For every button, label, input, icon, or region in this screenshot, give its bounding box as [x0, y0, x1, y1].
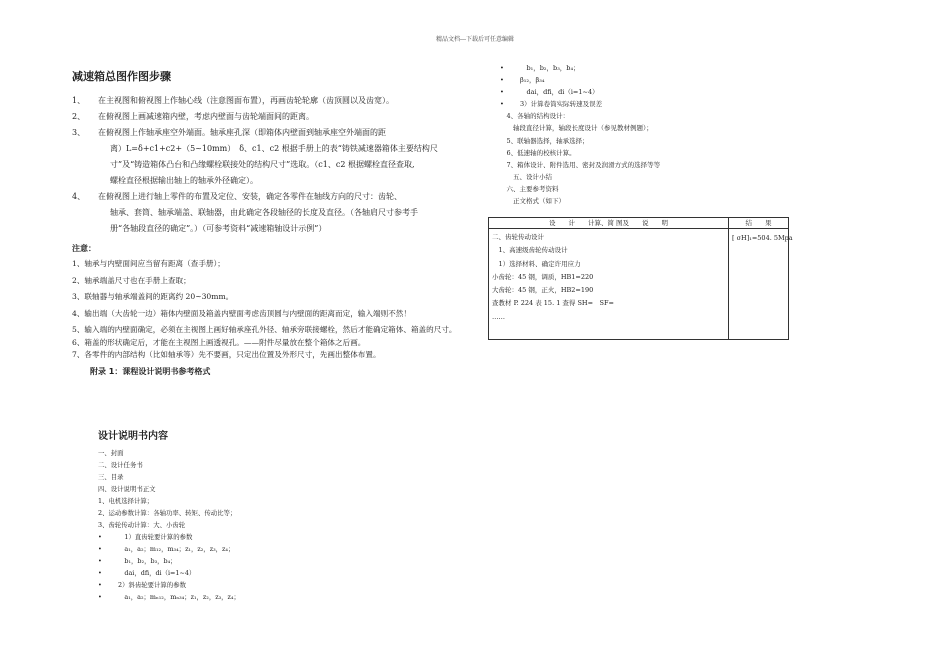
list-item: • 3）计算卷筒实际转速及误差 — [500, 98, 790, 110]
bullet-icon: • — [98, 545, 102, 553]
note-item: 3、联轴器与轴承端盖间的距离约 20~30mm。 — [72, 292, 234, 301]
step-text: 螺栓直径根据输出轴上的轴承外径确定）。 — [110, 176, 258, 185]
list-item: • b₁，b₂，b₃，b₄； — [500, 62, 790, 74]
bullet-icon: • — [98, 581, 102, 589]
list-item: • b₁，b₂，b₃，b₄； — [98, 557, 177, 565]
table-header-result: 结 果 — [745, 219, 772, 227]
table-line: 查教材 P. 224 表 15. 1 查得 SH= SF= — [492, 299, 614, 308]
table-line: 大齿轮：45 钢，正火，HB2=190 — [492, 286, 594, 295]
bullet-icon: • — [500, 76, 504, 85]
list-item: 二、设计任务书 — [98, 461, 143, 469]
header-note: 精品文档---下载后可任意编辑 — [435, 36, 515, 43]
list-item: • a₁，a₂；mₙ₁₂，mₙ₃₄；z₁，z₂，z₃，z₄； — [98, 593, 240, 601]
table-line: 二、齿轮传动设计 — [492, 233, 544, 241]
list-item: 4、各轴的结构设计： — [500, 112, 570, 121]
note-item: 2、轴承端盖尺寸也在手册上查取； — [72, 275, 191, 285]
toc-list — [98, 447, 398, 603]
list-item: 正文格式（如下） — [500, 197, 565, 206]
note-item: 5、输入端的内壁面确定，必须在主视图上画好轴承座孔外径、轴承旁联接螺栓，然后才能确定箱体、箱盖的尺寸。 — [72, 325, 457, 334]
table-line: 小齿轮：45 钢，调质，HB1=220 — [492, 272, 594, 281]
list-item: 6、低速轴的校核计算。 — [500, 148, 576, 157]
step-text: 册“各轴段直径的确定”。）（可参考资料“减速箱轴设计示例”） — [110, 224, 327, 233]
list-item: 一、封面 — [98, 449, 124, 457]
step-text: 在俯视图上作轴承座空外端面。轴承座孔深（即箱体内壁面到轴承座空外端面的距 — [98, 128, 386, 137]
step-number: 2、 — [72, 112, 86, 121]
list-item: 3、齿轮传动计算：大、小齿轮 — [98, 521, 186, 529]
bullet-icon: • — [98, 533, 102, 541]
bullet-icon: • — [98, 593, 102, 601]
list-item: 2、运动参数计算：各轴功率、转矩、传动比等； — [98, 509, 237, 517]
note-item: 1、轴承与内壁面间应当留有距离（查手册）； — [72, 259, 225, 268]
toc-title: 设计说明书内容 — [98, 431, 168, 442]
note-item: 4、输出端（大齿轮一边）箱体内壁面及箱盖内壁面考虑齿顶圆与内壁面的距离而定，输入端则不然！ — [72, 308, 411, 318]
bullet-icon: • — [98, 569, 102, 577]
appendix-heading: 附录 1：课程设计说明书参考格式 — [90, 366, 211, 376]
note-item: 6、箱盖的形状确定后，才能在主视图上画透视孔。——附件尽量放在整个箱体之后画。 — [72, 337, 366, 347]
step-text: 在俯视图上进行轴上零件的布置及定位、安装，确定各零件在轴线方向的尺寸：齿轮、 — [98, 192, 402, 201]
step-item — [72, 125, 472, 189]
list-item: 1、电机选择计算； — [98, 497, 154, 505]
step-text: 在俯视图上画减速箱内壁，考虑内壁面与齿轮端面间的距离。 — [98, 112, 314, 121]
step-number: 3、 — [72, 128, 86, 137]
bullet-icon: • — [500, 64, 504, 72]
step-number: 1、 — [72, 96, 86, 105]
step-item — [72, 189, 472, 237]
list-item: 五、设计小结 — [500, 172, 552, 181]
step-text: 在主视图和俯视图上作轴心线（注意图面布置），再画齿轮轮廓（齿顶圆以及齿宽）。 — [98, 96, 394, 105]
list-item: • 2）斜齿轮要计算的参数 — [98, 581, 186, 589]
table-cell-result: [ σH]₁=504. 5Mpa — [732, 234, 793, 242]
table-header-design: 设 计 计算、简 图及 说 明 — [489, 218, 729, 228]
list-item: • 1）直齿轮要计算的参数 — [98, 533, 193, 541]
list-item: 轴段直径计算，轴段长度设计（参见教材例题）； — [500, 124, 653, 133]
bullet-icon: • — [500, 100, 504, 109]
step-text: 离）L=δ+c1+c2+（5~10mm） δ、c1、c2 根据手册上的表“铸铁减速器箱体主要结构尺 — [110, 144, 438, 153]
bullet-icon: • — [98, 557, 102, 565]
note-item: 7、各零件的内部结构（比如轴承等）先不要画，只定出位置及外形尺寸，先画出整体布置。 — [72, 350, 381, 359]
list-item: 六、主要参考资料 — [500, 184, 559, 193]
list-item: 三、目录 — [98, 473, 124, 481]
list-item: • dai，dfi，di（i=1~4） — [500, 86, 790, 98]
notes-heading: 注意： — [72, 244, 96, 253]
step-text: 寸”及“铸造箱体凸台和凸缘螺栓联接处的结构尺寸”选取。（c1、c2 根据螺栓直径查取, — [110, 160, 415, 169]
step-number: 4、 — [72, 192, 86, 201]
list-item: • β₁₂，β₃₄ — [500, 74, 790, 86]
left-column — [72, 68, 472, 377]
list-item: 7、箱体设计、附件选用、密封及润滑方式的选择等等 — [500, 160, 661, 169]
bullet-icon: • — [500, 88, 504, 97]
table-line: 1、高速级齿轮传动设计 — [492, 246, 568, 255]
list-item: 四、设计说明书正文 — [98, 485, 156, 493]
format-table — [488, 217, 793, 340]
step-text: 轴承、套筒、轴承端盖、联轴器，由此确定各段轴径的长度及直径。（各轴肩尺寸参考手 — [110, 208, 418, 217]
document-title: 减速箱总图作图步骤 — [72, 70, 171, 83]
table-cell-design — [489, 229, 729, 339]
step-item — [72, 109, 472, 125]
table-header-row — [489, 218, 788, 229]
right-column — [500, 62, 790, 207]
list-item: • a₁，a₂；m₁₂，m₃₄；z₁，z₂，z₃，z₄； — [98, 545, 235, 553]
table-line: …… — [492, 312, 505, 321]
table-line: 1）选择材料、确定许用应力 — [492, 259, 581, 268]
list-item: • dai，dfi，di（i=1~4） — [98, 569, 196, 577]
list-item: 5、联轴器选择，轴承选择； — [500, 136, 589, 145]
step-item — [72, 93, 472, 109]
